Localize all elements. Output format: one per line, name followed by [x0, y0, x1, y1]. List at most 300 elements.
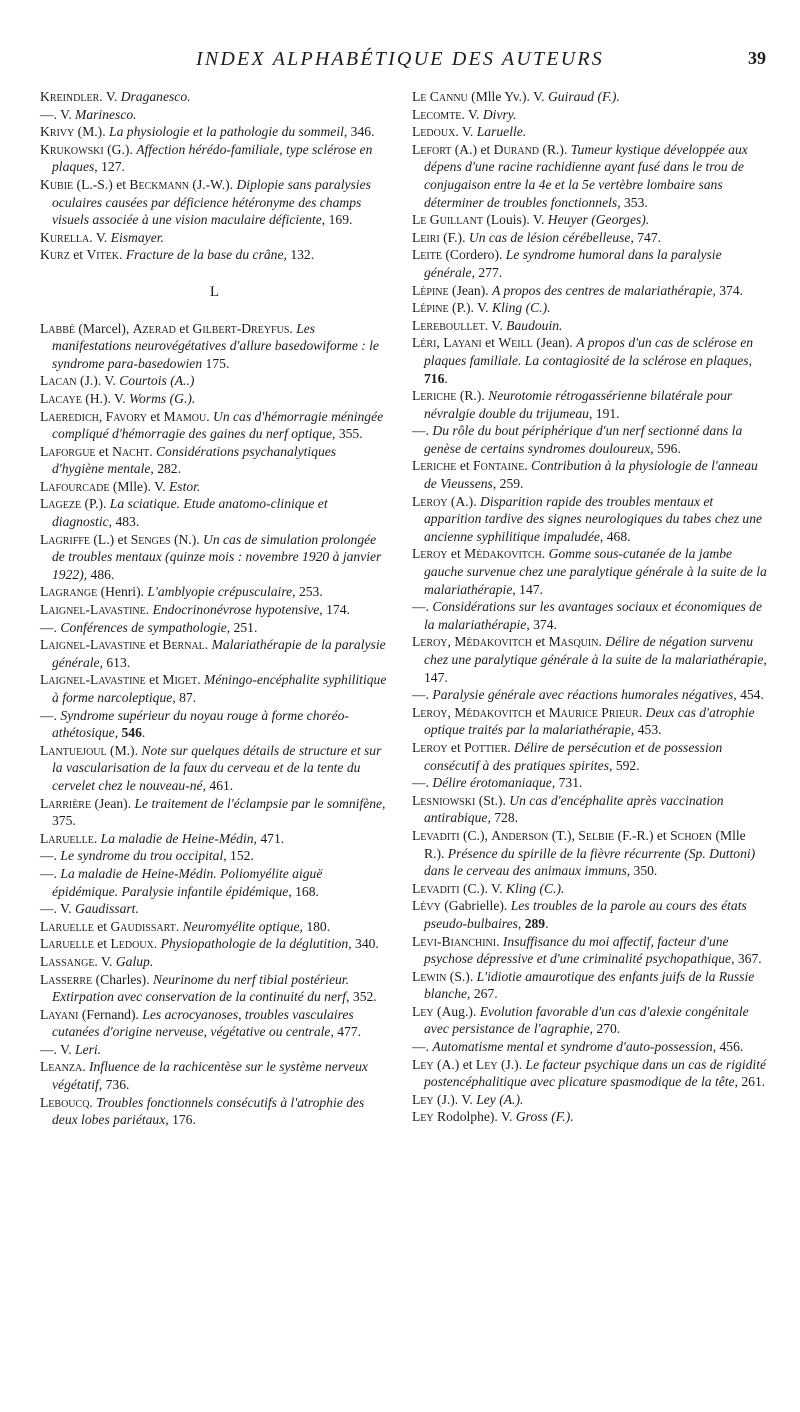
entry-title: Un cas d'hémorragie méningée compliqué d'hémorragie des gaines du nerf optique [52, 408, 384, 442]
entry-text: , 483. [108, 514, 140, 530]
entry-text: , 147. [424, 652, 767, 685]
author-name: Krukowski [40, 141, 104, 157]
author-name: Senges [130, 531, 171, 547]
author-name: Leite [412, 247, 442, 263]
entry-title: Kling (C.). [505, 880, 565, 896]
index-entry [40, 900, 390, 918]
entry-text: , 176. [165, 1112, 196, 1128]
author-name: Krivy [40, 124, 75, 140]
entry-text: 175. [202, 355, 230, 371]
right-column [412, 88, 767, 1126]
entry-title: La maladie de Heine-Médin [100, 830, 254, 846]
entry-text: (P.). [81, 496, 110, 512]
index-entry [412, 422, 767, 457]
entry-text: , 352. [346, 989, 377, 1005]
entry-title: Du rôle du bout périphérique d'un nerf sectionné dans la genèse de certains syndromes douloureux [424, 423, 743, 456]
entry-title: Ley (A.). [476, 1091, 524, 1107]
entry-text: (P.). V. [448, 300, 492, 316]
author-name: Mamou [163, 408, 207, 424]
entry-title: Les acrocyanoses, troubles vasculaires cutanées d'origine nerveuse, végétative ou centrale [52, 1006, 354, 1040]
index-entry [412, 774, 767, 792]
index-entry [40, 918, 390, 936]
author-name: Médakovitch [454, 634, 532, 650]
entry-text: . [289, 320, 297, 336]
entry-text: , 471. [253, 830, 285, 846]
entry-text: —. [40, 619, 61, 635]
page-ref-bold: 289 [524, 915, 546, 931]
entry-text: et [145, 637, 163, 653]
entry-text: —. V. [40, 106, 76, 122]
index-entry [40, 88, 390, 106]
entry-text: (H.). V. [81, 390, 129, 406]
index-entry [412, 317, 767, 335]
index-entry [40, 372, 390, 390]
entry-title: Insuffisance du moi affectif, facteur d'une psychose dépressive et d'une criminalité psychopathique [424, 933, 732, 967]
entry-title: Gaudissart. [75, 901, 139, 917]
index-entry [412, 387, 767, 422]
author-name: Maurice Prieur [548, 704, 639, 720]
entry-text: (J.). V. [76, 373, 120, 389]
entry-text: (Fernand). [78, 1006, 143, 1022]
author-name: Ley [412, 1091, 434, 1107]
entry-text: , 253. [292, 584, 323, 600]
entry-text: , [98, 408, 106, 424]
entry-title: Courtois (A..) [119, 373, 195, 389]
index-entry [40, 742, 390, 795]
entry-title: Marinesco. [75, 106, 137, 122]
entry-title: L'amblyopie crépusculaire [147, 584, 293, 600]
entry-text: (St.). [475, 792, 510, 808]
entry-text: , 191. [588, 405, 620, 421]
author-name: Kreindler [40, 89, 100, 104]
author-name: Léri [412, 335, 437, 351]
index-entry [40, 601, 390, 619]
entry-text: (J.). V. [433, 1091, 477, 1107]
entry-text: et [481, 335, 499, 351]
entry-title: Troubles fonctionnels consécutifs à l'atrophie des deux lobes pariétaux [52, 1094, 365, 1128]
entry-title: Conférences de sympathologie [60, 619, 227, 635]
index-entry [412, 897, 767, 932]
entry-text: . V. [455, 124, 477, 140]
entry-text: , 180. [299, 918, 331, 934]
index-entry [40, 707, 390, 742]
author-name: Beckmann [129, 176, 190, 192]
entry-text: , [447, 634, 455, 650]
entry-text: . [507, 739, 515, 755]
entry-text: (Jean). [91, 795, 135, 811]
entry-text: (F.). [439, 229, 469, 245]
entry-text: . [119, 247, 126, 263]
index-entry [412, 1038, 767, 1056]
index-entry [40, 865, 390, 900]
entry-text: (S.). [446, 968, 477, 984]
author-name: Ley [412, 1056, 434, 1072]
author-name: Lantuejoul [40, 742, 107, 758]
entry-text: . [153, 936, 161, 952]
entry-text: , 355. [332, 426, 363, 442]
entry-text: (Jean). [448, 282, 493, 298]
entry-title: Neurotomie rétrogassérienne bilatérale pour névralgie double du trijumeau [424, 388, 733, 421]
entry-text: , 468. [599, 528, 631, 544]
index-entry [412, 141, 767, 211]
entry-text: . [598, 634, 606, 650]
entry-text: , 374. [712, 282, 744, 298]
entry-text: —. [412, 775, 433, 791]
index-entry [40, 583, 390, 601]
index-entry [40, 1094, 390, 1129]
entry-text: , 367. [731, 951, 762, 967]
entry-text: , 169. [321, 212, 353, 228]
index-entry [412, 299, 767, 317]
entry-text: (C.), [459, 827, 492, 843]
entry-text: , 375. [52, 795, 386, 829]
entry-text: . [141, 725, 146, 741]
entry-title: Worms (G.). [128, 390, 196, 406]
index-entry [412, 704, 767, 739]
author-name: Ley [412, 1109, 434, 1125]
entry-title: Heuyer (Georges). [547, 212, 650, 228]
entry-title: Un cas de lésion cérébelleuse [468, 229, 631, 245]
entry-text: . [145, 602, 153, 618]
author-name: Leriche [412, 458, 457, 474]
entry-text: . [524, 458, 532, 474]
author-name: Bernal [162, 637, 205, 653]
author-name: Levaditi [412, 827, 460, 843]
author-name: Lacan [40, 373, 77, 389]
author-name: Leroy [412, 634, 448, 650]
author-name: Lafourcade [40, 478, 110, 494]
author-name: Laruelle [40, 830, 94, 846]
author-name: Lereboullet [412, 317, 485, 333]
index-entry [40, 495, 390, 530]
entry-text: , 453. [630, 722, 662, 738]
entry-text: et [93, 936, 111, 952]
entry-text: et [447, 739, 465, 755]
index-entry [40, 795, 390, 830]
author-name: Nacht [112, 443, 150, 459]
author-name: Fontaine [473, 458, 525, 474]
entry-title: Neuromyélite optique [182, 918, 300, 934]
index-entry [40, 141, 390, 176]
entry-text: , 461. [202, 777, 234, 793]
entry-text: —. [412, 687, 433, 703]
entry-text: et [531, 634, 549, 650]
entry-text: (L.) et [89, 531, 131, 547]
author-name: Leanza [40, 1059, 83, 1075]
author-name: Lasserre [40, 971, 93, 987]
entry-title: Gross (F.). [515, 1109, 574, 1125]
index-entry [412, 1091, 767, 1109]
entry-title: Les manifestations neurovégétatives d'allure basedowiforme : le syndrome para-basedowien [52, 320, 379, 371]
author-name: Leroy [412, 546, 448, 562]
entry-text: et [456, 458, 474, 474]
entry-text: , 127. [94, 159, 125, 175]
entry-text: , 152. [223, 848, 254, 864]
entry-text: —. [40, 865, 61, 881]
entry-title: L'idiotie amaurotique des enfants juifs de la Russie blanche [424, 968, 755, 1002]
author-name: Laignel-Lavastine [40, 672, 146, 688]
entry-title: Considérations psychanalytiques d'hygiène mentale [52, 443, 337, 477]
entry-text: (R.). [539, 141, 571, 157]
entry-title: Influence de la rachicentèse sur le système nerveux végétatif [52, 1059, 368, 1093]
entry-text: , 251. [226, 619, 258, 635]
entry-text: —. [40, 848, 61, 864]
entry-text: , 270. [589, 1021, 621, 1037]
entry-text: (Aug.). [433, 1003, 480, 1019]
entry-title: Méningo-encéphalite syphilitique à forme narcoleptique [52, 672, 387, 705]
author-name: Layani [40, 1006, 79, 1022]
index-entry [412, 968, 767, 1003]
author-name: Lefort [412, 141, 452, 157]
index-entry [412, 686, 767, 704]
entry-text: et [447, 546, 465, 562]
entry-text: et [95, 443, 113, 459]
index-entry [412, 827, 767, 880]
author-name: Lagrange [40, 584, 98, 600]
index-entry [412, 123, 767, 141]
entry-text: , 340. [348, 936, 379, 952]
entry-text: . V. [89, 229, 111, 245]
running-title: INDEX ALPHABÉTIQUE DES AUTEURS [195, 48, 604, 70]
entry-title: Divry. [482, 106, 517, 122]
index-entry [412, 1003, 767, 1038]
index-entry [412, 598, 767, 633]
entry-text: , 132. [283, 247, 315, 263]
author-name: Durand [493, 141, 540, 157]
page-ref-bold: 546 [121, 725, 142, 741]
entry-title: Un cas d'encéphalite après vaccination antirabique [424, 792, 724, 826]
entry-text: (A.) et [451, 141, 494, 157]
entry-text: (Cordero). [441, 247, 506, 263]
entry-text: , 596. [650, 440, 681, 456]
entry-text: . [545, 915, 549, 931]
entry-text: . [541, 546, 549, 562]
index-entry [412, 880, 767, 898]
entry-title: Laruelle. [476, 124, 527, 140]
author-name: Lecomte [412, 106, 462, 122]
author-name: Leroy [412, 704, 448, 720]
index-entry [40, 320, 390, 373]
index-entry [412, 334, 767, 387]
entry-text: (Mlle). V. [109, 478, 169, 494]
index-entry [40, 478, 390, 496]
index-entry [412, 88, 767, 106]
entry-title: Note sur quelques détails de structure et sur la vascularisation de la faux du cerveau et de la tente du cervelet chez le nouveau-né [52, 742, 382, 793]
author-name: Ley [475, 1056, 498, 1072]
author-name: Labbé [40, 320, 75, 336]
index-entry [40, 1006, 390, 1041]
page-header [0, 44, 800, 74]
author-name: Selbie [578, 827, 615, 843]
entry-text: , [748, 352, 752, 368]
entry-title: Contribution à la physiologie de l'anneau de Vieussens [424, 458, 758, 492]
entry-title: Estor. [168, 478, 201, 494]
index-entry [40, 847, 390, 865]
author-name: Lépine [412, 282, 449, 298]
entry-text: (Mlle Yv.). V. [467, 89, 548, 104]
index-entry [412, 282, 767, 300]
entry-title: A propos des centres de malariathérapie [492, 282, 713, 298]
author-name: Lassange [40, 953, 95, 969]
entry-text: , [436, 335, 444, 351]
entry-title: Présence du spirille de la fièvre récurrente (Sp. Duttoni) dans le cerveau des animaux immuns [424, 845, 756, 879]
entry-text: , 261. [734, 1074, 766, 1090]
entry-text: . [206, 408, 213, 424]
entry-text: —. V. [40, 901, 76, 917]
author-name: Larrière [40, 795, 92, 811]
entry-title: Paralysie générale avec réactions humorales négatives [432, 687, 734, 703]
author-name: Ledoux [110, 936, 154, 952]
entry-title: Considérations sur les avantages sociaux et économiques de la malariathérapie [424, 599, 762, 632]
entry-text: , 454. [733, 687, 764, 703]
entry-text: Rodolphe). V. [433, 1109, 516, 1125]
entry-text: —. [412, 599, 433, 615]
entry-text: , [114, 725, 122, 741]
entry-title: Le traitement de l'éclampsie par le somnifène [134, 795, 383, 811]
entry-title: Neurinome du nerf tibial postérieur. Extirpation avec conservation de la continuité du nerf [52, 971, 349, 1005]
index-entry [412, 246, 767, 281]
index-entry [40, 830, 390, 848]
entry-text: (Charles). [92, 971, 153, 987]
entry-title: Guiraud (F.). [547, 89, 620, 104]
index-entry [40, 531, 390, 584]
index-entry [40, 443, 390, 478]
entry-text: —. [40, 707, 61, 723]
entry-text: (Jean). [532, 335, 577, 351]
entry-text: et [531, 704, 549, 720]
entry-title: Deux cas d'atrophie optique traités par la malariathérapie [424, 704, 755, 738]
entry-title: A propos d'un cas de sclérose en plaques familiale. La contagiosité de la sclérose en plaques [424, 335, 754, 368]
entry-title: Gomme sous-cutanée de la jambe gauche survenue chez une paralytique générale à la suite de la malariathérapie [424, 546, 767, 597]
entry-text: . [89, 1094, 97, 1110]
author-name: Lewin [412, 968, 447, 984]
entry-text: . V. [461, 106, 483, 122]
entry-title: Malariathérapie de la paralysie générale [52, 637, 386, 670]
author-name: Leriche [412, 388, 457, 404]
entry-text: (Gabrielle). [440, 898, 511, 914]
entry-text: . V. [99, 89, 121, 104]
index-entry [412, 493, 767, 546]
entry-text: et [146, 408, 164, 424]
entry-text: (J.). [497, 1056, 526, 1072]
entry-title: Affection hérédo-familiale, type sclérose en plaques [52, 141, 373, 175]
entry-text: , 731. [551, 775, 583, 791]
entry-text: . [149, 443, 156, 459]
index-entry [412, 739, 767, 774]
author-name: Laeredich [40, 408, 99, 424]
entry-text: (G.). [103, 141, 137, 157]
author-name: Gaudissart [110, 918, 176, 934]
entry-text: , 728. [487, 810, 519, 826]
entry-title: Disparition rapide des troubles mentaux et apparition tardive des signes neurologiques du tabes chez une ancienne syphilitique impaludée [424, 493, 763, 544]
author-name: Favory [105, 408, 147, 424]
entry-title: Tumeur kystique développée aux dépens d'une racine rachidienne ayant fusé dans le trou de conjugaison entre la 4e et la 5e vertèbre lombaire sans déterminer de troubles fonctionnels [424, 141, 748, 210]
entry-text: (R.). [456, 388, 489, 404]
entry-text: et [145, 672, 163, 688]
author-name: Layani [443, 335, 482, 351]
entry-text: (Marcel), [74, 320, 133, 336]
index-entry [40, 1058, 390, 1093]
entry-title: Syndrome supérieur du noyau rouge à forme choréo-athétosique [52, 707, 349, 741]
index-entry [40, 1041, 390, 1059]
entry-text: , 277. [471, 264, 503, 280]
index-entry [40, 229, 390, 247]
entry-title: Un cas de simulation prolongée de troubles mentaux (quinze mois : novembre 1920 à janvier 1922) [52, 531, 382, 582]
author-name: Leroy [412, 739, 448, 755]
author-name: Gilbert-Dreyfus [192, 320, 290, 336]
author-name: Lagriffe [40, 531, 90, 547]
entry-text: —. V. [40, 1041, 76, 1057]
index-entry [40, 390, 390, 408]
entry-title: Galup. [115, 953, 154, 969]
entry-text: —. [412, 1039, 433, 1055]
author-name: Laignel-Lavastine [40, 602, 146, 618]
index-entry [40, 176, 390, 229]
entry-title: Eismayer. [110, 229, 164, 245]
entry-text: . [444, 370, 448, 386]
author-name: Leroy [412, 493, 448, 509]
entry-text: (T.), [548, 827, 579, 843]
index-entry [412, 1056, 767, 1091]
entry-title: Délire de négation survenu chez une paralytique générale à la suite de la malariathérapie [424, 634, 764, 667]
entry-title: Evolution favorable d'un cas d'alexie congénitale avec persistance de l'agraphie [424, 1003, 749, 1037]
entry-text: . [496, 933, 503, 949]
entry-text: . [175, 918, 183, 934]
index-entry [40, 123, 390, 141]
index-entry [412, 1108, 767, 1126]
entry-text: , 87. [172, 690, 197, 705]
index-entry [412, 211, 767, 229]
entry-text: —. [412, 423, 433, 439]
author-name: Weill [498, 335, 533, 351]
author-name: Lageze [40, 496, 82, 512]
entry-text: , 477. [330, 1024, 362, 1040]
entry-text: . V. [484, 317, 507, 333]
author-name: Masquin [548, 634, 599, 650]
entry-text: , 174. [319, 602, 350, 618]
author-name: Leiri [412, 229, 440, 245]
entry-text: , 486. [83, 566, 115, 582]
index-entry [412, 229, 767, 247]
entry-text: , 456. [712, 1039, 744, 1055]
entry-text: (C.). V. [459, 880, 506, 896]
author-name: Kurz [40, 247, 70, 263]
entry-text: (M.). [106, 742, 142, 758]
entry-text: , 267. [467, 986, 498, 1002]
entry-title: La maladie de Heine-Médin. Poliomyélite aiguë épidémique. Paralysie infantile épidémique [52, 865, 323, 899]
author-name: Kurella [40, 229, 90, 245]
left-column [40, 88, 390, 1129]
page-ref-bold: 716 [424, 370, 445, 386]
author-name: Miget [162, 672, 198, 688]
author-name: Lévy [412, 898, 441, 914]
entry-text: , [517, 915, 525, 931]
entry-text: , 374. [526, 616, 557, 632]
entry-text: , 592. [609, 757, 640, 773]
entry-text: , 168. [288, 883, 319, 899]
author-name: Kubie [40, 176, 74, 192]
entry-text: . V. [94, 953, 116, 969]
index-entry [40, 619, 390, 637]
index-entry [40, 935, 390, 953]
author-name: Lacaye [40, 390, 82, 406]
entry-text: (Louis). V. [482, 212, 548, 228]
entry-text: (N.). [170, 531, 204, 547]
entry-text: . [197, 672, 205, 688]
entry-title: Baudouin. [506, 317, 563, 333]
author-name: Azerad [132, 320, 176, 336]
author-name: Levaditi [412, 880, 460, 896]
